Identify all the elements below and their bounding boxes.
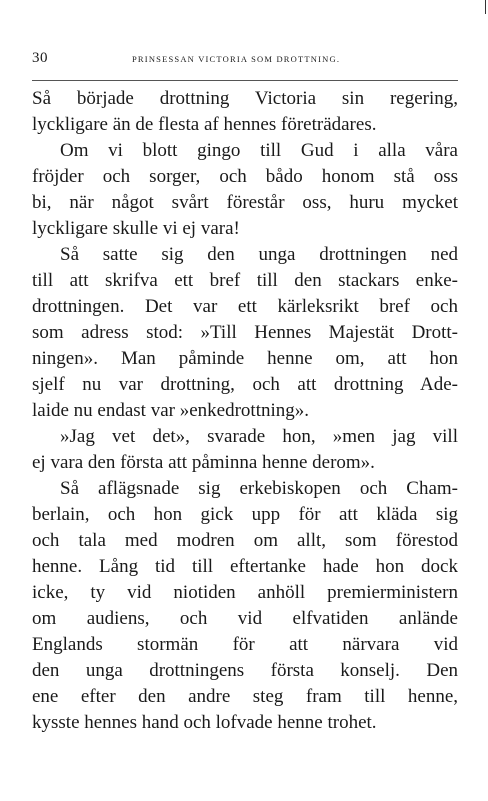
text-line: henne. Lång tid till eftertanke hade hon dock — [32, 556, 458, 577]
text-line: ningen». Man påminde henne om, att hon — [32, 348, 458, 369]
text-line: bi, när något svårt förestår oss, huru mycket — [32, 192, 458, 213]
paragraph — [32, 476, 458, 736]
page-number: 30 — [32, 50, 48, 66]
text-line: lyckligare än de flesta af hennes företrädares. — [32, 114, 377, 135]
text-line: den unga drottningens första konselj. Den — [32, 660, 458, 681]
page-header — [32, 50, 462, 74]
text-line: kysste hennes hand och lofvade henne trohet. — [32, 712, 377, 733]
text-line: Så började drottning Victoria sin regering, — [32, 88, 458, 109]
text-line: berlain, och hon gick upp för att kläda sig — [32, 504, 458, 525]
running-title: PRINSESSAN VICTORIA SOM DROTTNING. — [132, 54, 341, 64]
text-line: fröjder och sorger, och bådo honom stå oss — [32, 166, 458, 187]
text-line: ene efter den andre steg fram till henne, — [32, 686, 458, 707]
text-line: Så satte sig den unga drottningen ned — [60, 244, 458, 265]
paragraph — [32, 86, 458, 138]
text-line: lyckligare skulle vi ej vara! — [32, 218, 240, 239]
text-line: Englands stormän för att närvara vid — [32, 634, 458, 655]
text-line: laide nu endast var »enkedrottning». — [32, 400, 310, 421]
text-line: sjelf nu var drottning, och att drottning Ade- — [32, 374, 458, 395]
text-line: Så aflägsnade sig erkebiskopen och Cham- — [60, 478, 458, 499]
text-line: som adress stod: »Till Hennes Majestät Drott- — [32, 322, 458, 343]
paragraph — [32, 242, 458, 424]
text-line: »Jag vet det», svarade hon, »men jag vill — [60, 426, 458, 447]
text-line: om audiens, och vid elfvatiden anlände — [32, 608, 458, 629]
text-line: icke, ty vid niotiden anhöll premierministern — [32, 582, 458, 603]
text-line: drottningen. Det var ett kärleksrikt bref och — [32, 296, 458, 317]
header-rule — [32, 80, 458, 81]
text-line: ej vara den första att påminna henne derom». — [32, 452, 375, 473]
text-line: Om vi blott gingo till Gud i alla våra — [60, 140, 458, 161]
text-line: och tala med modren om allt, som förestod — [32, 530, 458, 551]
body-text — [32, 86, 458, 736]
paragraph — [32, 424, 458, 476]
paragraph — [32, 138, 458, 242]
page-edge-mark — [485, 0, 486, 14]
text-line: till att skrifva ett bref till den stackars enke- — [32, 270, 458, 291]
